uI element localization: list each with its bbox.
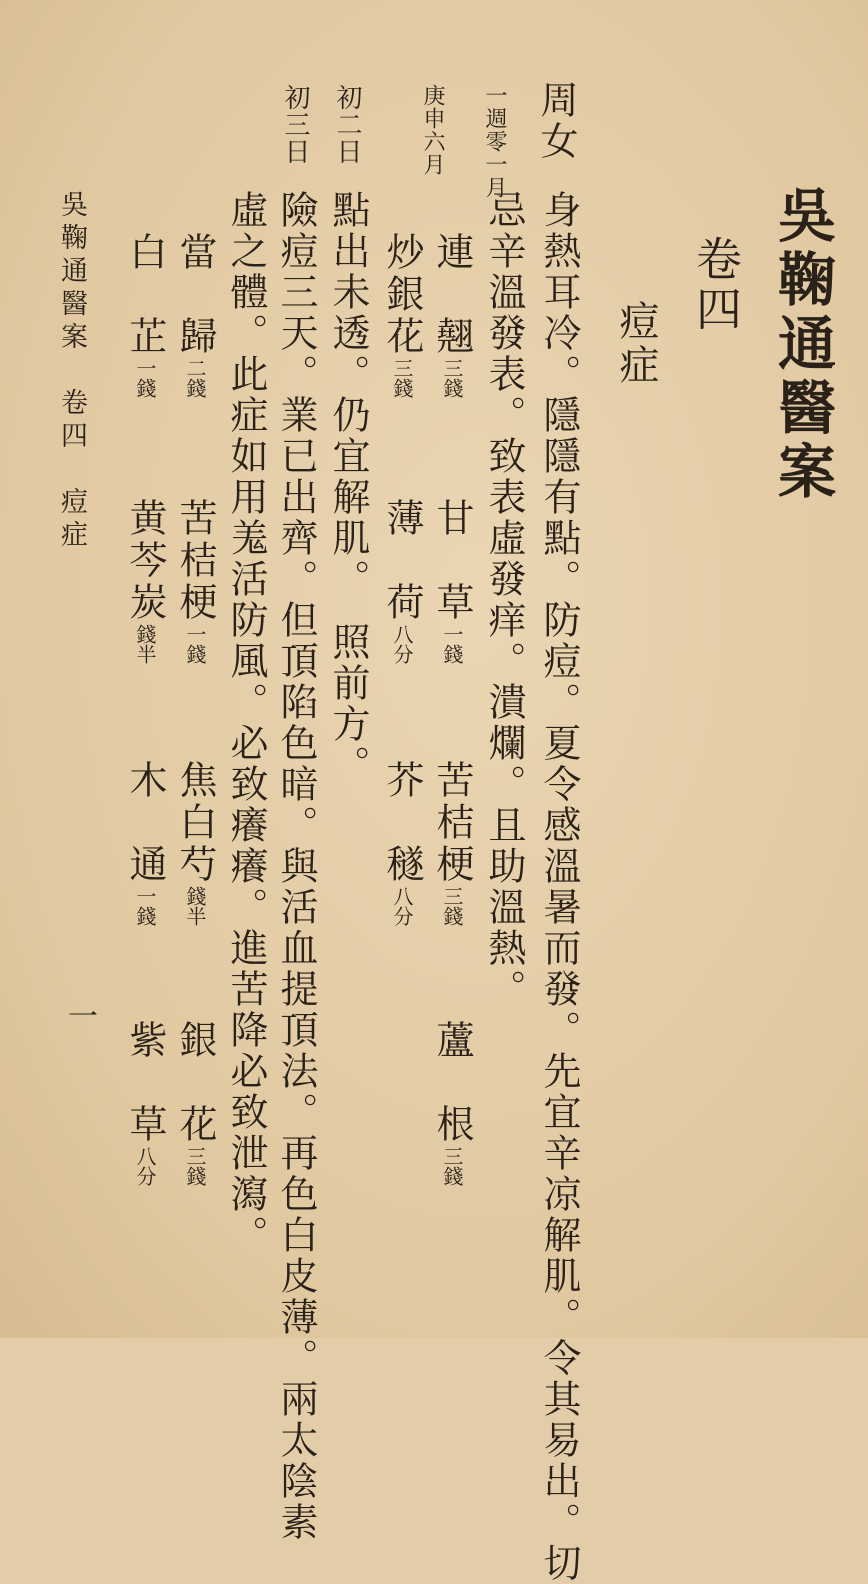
prescription-item: 黄芩炭錢半 (123, 498, 167, 664)
prescription-item: 苦桔梗三錢 (430, 760, 474, 926)
prescription-item: 甘 草一錢 (430, 498, 474, 664)
prescription-item: 薄 荷八分 (380, 498, 424, 664)
prescription-item: 炒銀花三錢 (380, 232, 424, 398)
volume-heading: 卷四 (689, 235, 743, 335)
page-number: 一 (62, 1000, 97, 1030)
day2-date: 初二日 (332, 84, 362, 165)
prescription-item: 銀 花三錢 (173, 1020, 217, 1186)
prescription-item: 白 芷一錢 (123, 232, 167, 398)
prescription-item: 蘆 根三錢 (430, 1020, 474, 1186)
prescription-item: 當 歸二錢 (173, 232, 217, 398)
patient-name: 周女 (534, 80, 578, 162)
prescription-item: 木 通一錢 (123, 760, 167, 926)
body-line-1: 身熱耳冷。隱隱有點。防痘。夏令感溫暑而發。先宜辛凉解肌。令其易出。切 (537, 190, 581, 1584)
age-note: 一週零一月 (482, 84, 507, 199)
prescription-item: 紫 草八分 (123, 1020, 167, 1186)
day2-text: 點出未透。仍宜解肌。 照前方。 (326, 190, 370, 786)
body-line-2: 忌辛溫發表。致表虛發痒。潰爛。且助溫熱。 (482, 190, 526, 1010)
prescription-item: 連 翹三錢 (430, 232, 474, 398)
running-footer: 吳鞠通醫案 卷四 痘症 (56, 190, 87, 553)
day3-line-1: 險痘三天。業已出齊。但頂陷色暗。與活血提頂法。再色白皮薄。兩太陰素 (274, 190, 318, 1543)
prescription-item: 芥 穟八分 (380, 760, 424, 926)
day3-date: 初三日 (280, 84, 310, 165)
prescription-item: 苦桔梗一錢 (173, 498, 217, 664)
book-title: 吳鞠通醫案 (768, 185, 836, 505)
day3-line-2: 虛之體。此症如用羗活防風。必致癢癢。進苦降必致泄瀉。 (224, 190, 268, 1256)
date-note: 庚申六月 (420, 84, 445, 176)
section-heading: 痘症 (613, 300, 659, 388)
prescription-item: 焦白芍錢半 (173, 760, 217, 926)
